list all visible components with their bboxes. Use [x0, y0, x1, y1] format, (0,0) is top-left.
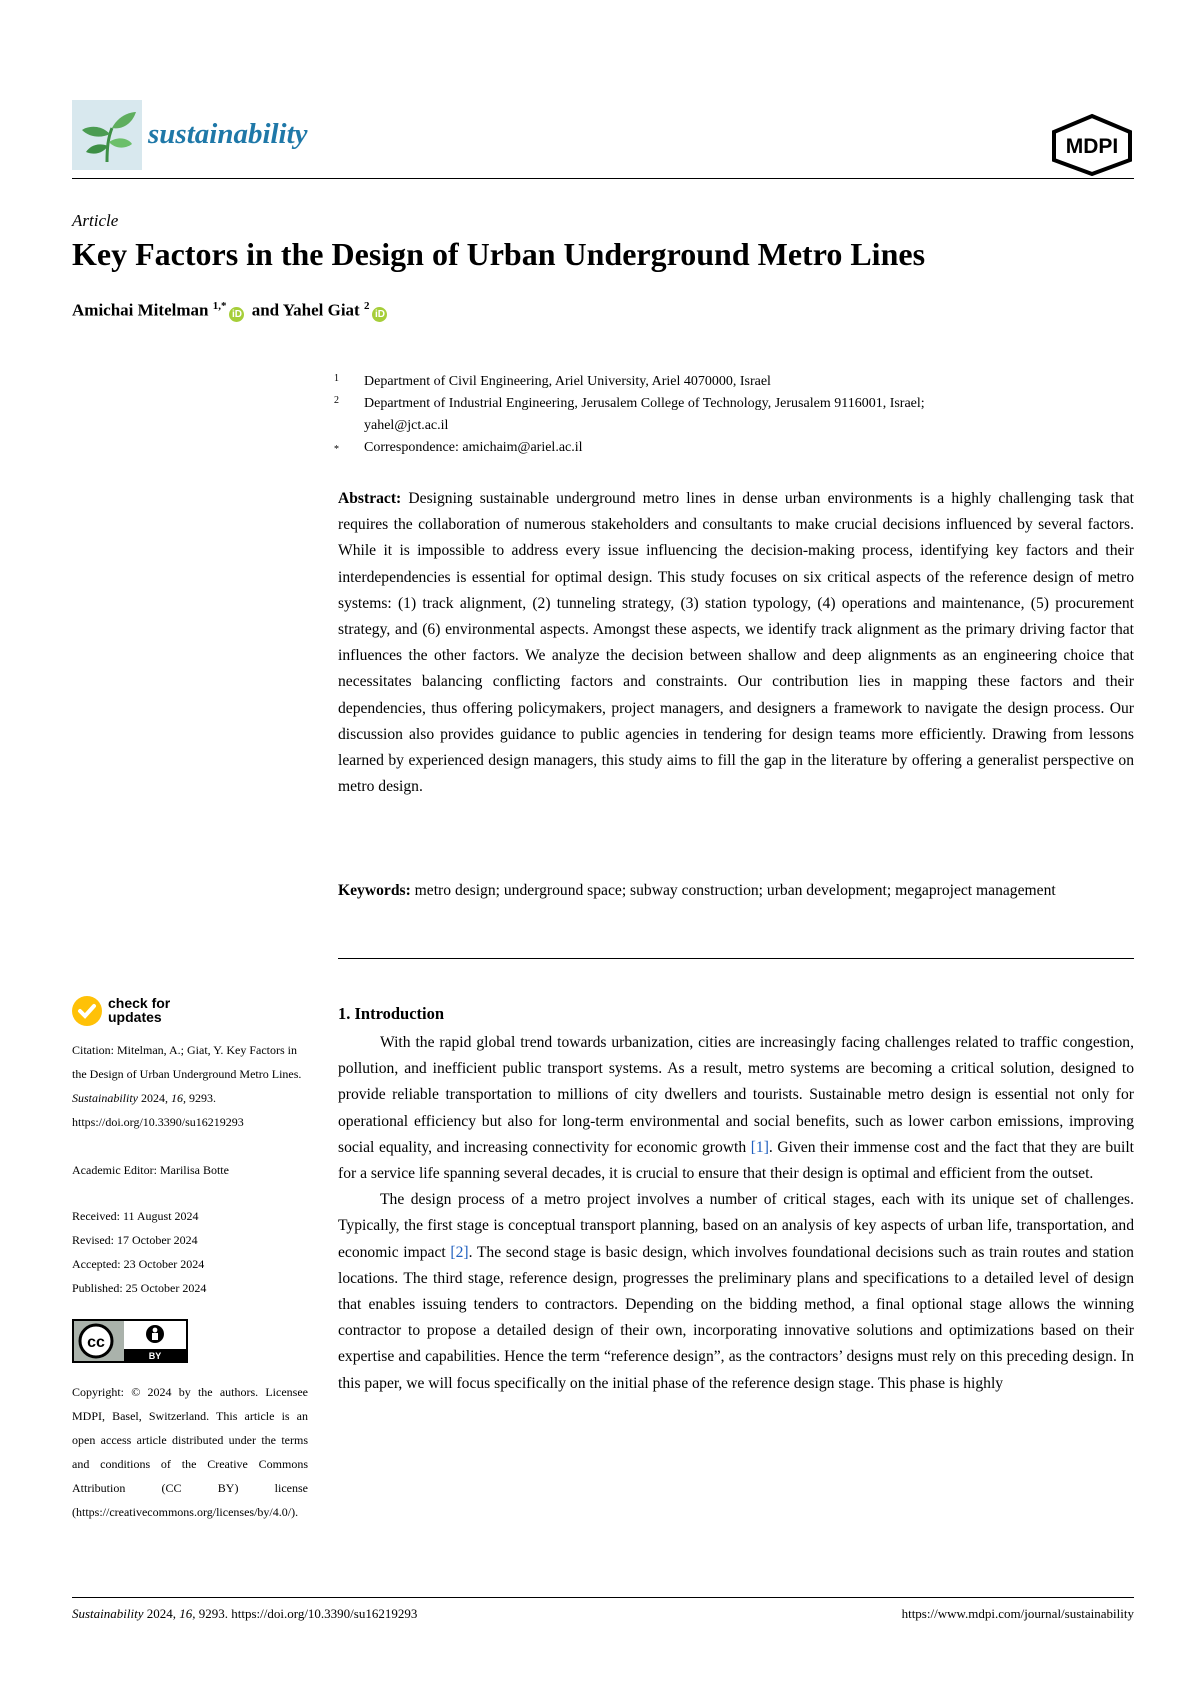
author-affiliation-marker: 1,* [212, 300, 227, 312]
mdpi-logo [1048, 112, 1136, 176]
paragraph: The design process of a metro project involves a number of critical stages, each with its unique set of challenges. Typically, the first stage is conceptual transport planning, based on an analysis of key aspects of urban life, transportation, and economic impact [2]. The second stage is basic design, which involves foundational decisions such as train routes and station locations. The third stage, reference design, progresses the preliminary plans and specifications to a detailed level of design that enables issuing tenders to contractors. Depending on the bidding method, a final optional stage allows the winning contractor to propose a detailed design of their own, incorporating innovative solutions and optimizations based on their expertise and capabilities. Hence the term “reference design”, as the contractors’ designs must rely on this preceding design. In this paper, we will focus specifically on the initial phase of the reference design stage. This phase is highly [338, 1191, 1134, 1392]
citation-link[interactable]: [2] [450, 1243, 469, 1261]
keywords-text: metro design; underground space; subway construction; urban development; megaproject management [414, 882, 1056, 899]
introduction-body [338, 1030, 1134, 1397]
footer-divider [72, 1597, 1134, 1598]
abstract [338, 486, 1134, 800]
copyright-notice: Copyright: © 2024 by the authors. Licensee MDPI, Basel, Switzerland. This article is an open access article distributed under the terms and conditions of the Creative Commons Attribution (CC BY) license (https://creativecommons.org/licenses/by/4.0/). [72, 1385, 308, 1519]
keywords-label: Keywords: [338, 882, 411, 899]
citation-text: Mitelman, A.; Giat, Y. Key Factors in the Design of Urban Underground Metro Lines. [72, 1043, 302, 1081]
affiliation-marker: 1 [334, 373, 339, 384]
author-name: Yahel Giat [282, 300, 360, 320]
keywords [338, 878, 1134, 904]
abstract-divider [338, 958, 1134, 959]
affiliation-email[interactable]: yahel@jct.ac.il [364, 418, 449, 433]
affiliation-marker: 2 [334, 395, 339, 406]
journal-name: sustainability [148, 118, 308, 150]
page-title: Key Factors in the Design of Urban Underground Metro Lines [72, 236, 926, 272]
citation-label: Citation: [72, 1043, 114, 1057]
cc-icon-text: cc [87, 1334, 105, 1351]
citation-doi-link[interactable]: https://doi.org/10.3390/su16219293 [72, 1115, 244, 1129]
journal-logo [72, 100, 142, 170]
correspondence-marker: * [334, 444, 339, 455]
revised-date: Revised: 17 October 2024 [72, 1233, 198, 1247]
citation-block: Citation: Mitelman, A.; Giat, Y. Key Factors in the Design of Urban Underground Metro Lines. Sustainability 2024, 16, 9293. https://doi.org/10.3390/su16219293 [72, 1043, 302, 1129]
mdpi-logo-text: MDPI [1065, 135, 1119, 158]
author-affiliation-marker: 2 [363, 300, 370, 312]
correspondence-text: Correspondence: amichaim@ariel.ac.il [364, 440, 583, 455]
cc-by-license-badge[interactable] [72, 1319, 188, 1363]
author-list [72, 300, 390, 322]
citation-journal: Sustainability [72, 1091, 138, 1105]
check-for-updates-icon[interactable] [72, 996, 102, 1026]
abstract-label: Abstract: [338, 490, 402, 507]
accepted-date: Accepted: 23 October 2024 [72, 1257, 205, 1271]
header-divider [72, 178, 1134, 179]
orcid-icon[interactable]: iD [229, 307, 244, 322]
plant-icon [72, 100, 142, 170]
abstract-text: Designing sustainable underground metro lines in dense urban environments is a highly challenging task that requires the collaboration of numerous stakeholders and consultants to make crucial decisions influenced by several factors. While it is impossible to address every issue influencing the decision-making process, identifying key factors and their interdependencies is essential for optimal design. This study focuses on six critical aspects of the reference design of metro systems: (1) track alignment, (2) tunneling strategy, (3) station typology, (4) operations and maintenance, (5) procurement strategy, and (6) environmental aspects. Amongst these aspects, we identify track alignment as the primary driving factor that influences the other factors. We analyze the decision between shallow and deep alignments as an engineering choice that necessitates balancing conflicting factors and constraints. Our contribution lies in mapping these factors and their dependencies, thus offering policymakers, project managers, and designers a framework to navigate the design process. Our discussion also provides guidance to public agencies in tendering for design teams more efficiently. Drawing from lessons learned by experienced design managers, this study aims to fill the gap in the literature by offering a generalist perspective on metro design. [338, 490, 1134, 796]
orcid-icon[interactable]: iD [372, 307, 387, 322]
section-heading: 1. Introduction [338, 1004, 445, 1023]
received-date: Received: 11 August 2024 [72, 1209, 199, 1223]
publication-dates [72, 1204, 308, 1300]
footer-citation: Sustainability 2024, 16, 9293. https://doi.org/10.3390/su16219293 [72, 1606, 418, 1621]
published-date: Published: 25 October 2024 [72, 1281, 207, 1295]
author-conjunction: and [251, 300, 280, 320]
author-name: Amichai Mitelman [72, 300, 209, 320]
citation-link[interactable]: [1] [750, 1138, 769, 1156]
paragraph: With the rapid global trend towards urbanization, cities are increasingly facing challenges related to traffic congestion, pollution, and inefficient public transport systems. As a result, metro systems are becoming a critical solution, designed to provide reliable transportation to millions of city dwellers and tourists. Sustainable metro design is essential not only for operational efficiency but also for long-term environmental and social benefits, such as lower carbon emissions, improving social equality, and increasing connectivity for economic growth [1]. Given their immense cost and the fact that they are built for a service life spanning several decades, it is crucial to ensure that their design is optimal and efficient from the outset. [338, 1034, 1134, 1183]
footer-journal-url[interactable]: https://www.mdpi.com/journal/sustainability [901, 1606, 1134, 1621]
academic-editor: Academic Editor: Marilisa Botte [72, 1163, 229, 1177]
check-for-updates-button[interactable]: check for updates [108, 995, 171, 1025]
affiliation-text: Department of Industrial Engineering, Jerusalem College of Technology, Jerusalem 9116001, Israel; [364, 396, 925, 411]
by-icon-text: BY [148, 1351, 162, 1361]
affiliation-text: Department of Civil Engineering, Ariel University, Ariel 4070000, Israel [364, 374, 771, 389]
article-type: Article [72, 211, 119, 230]
footer-doi-link[interactable]: 9293. https://doi.org/10.3390/su16219293 [198, 1606, 418, 1621]
